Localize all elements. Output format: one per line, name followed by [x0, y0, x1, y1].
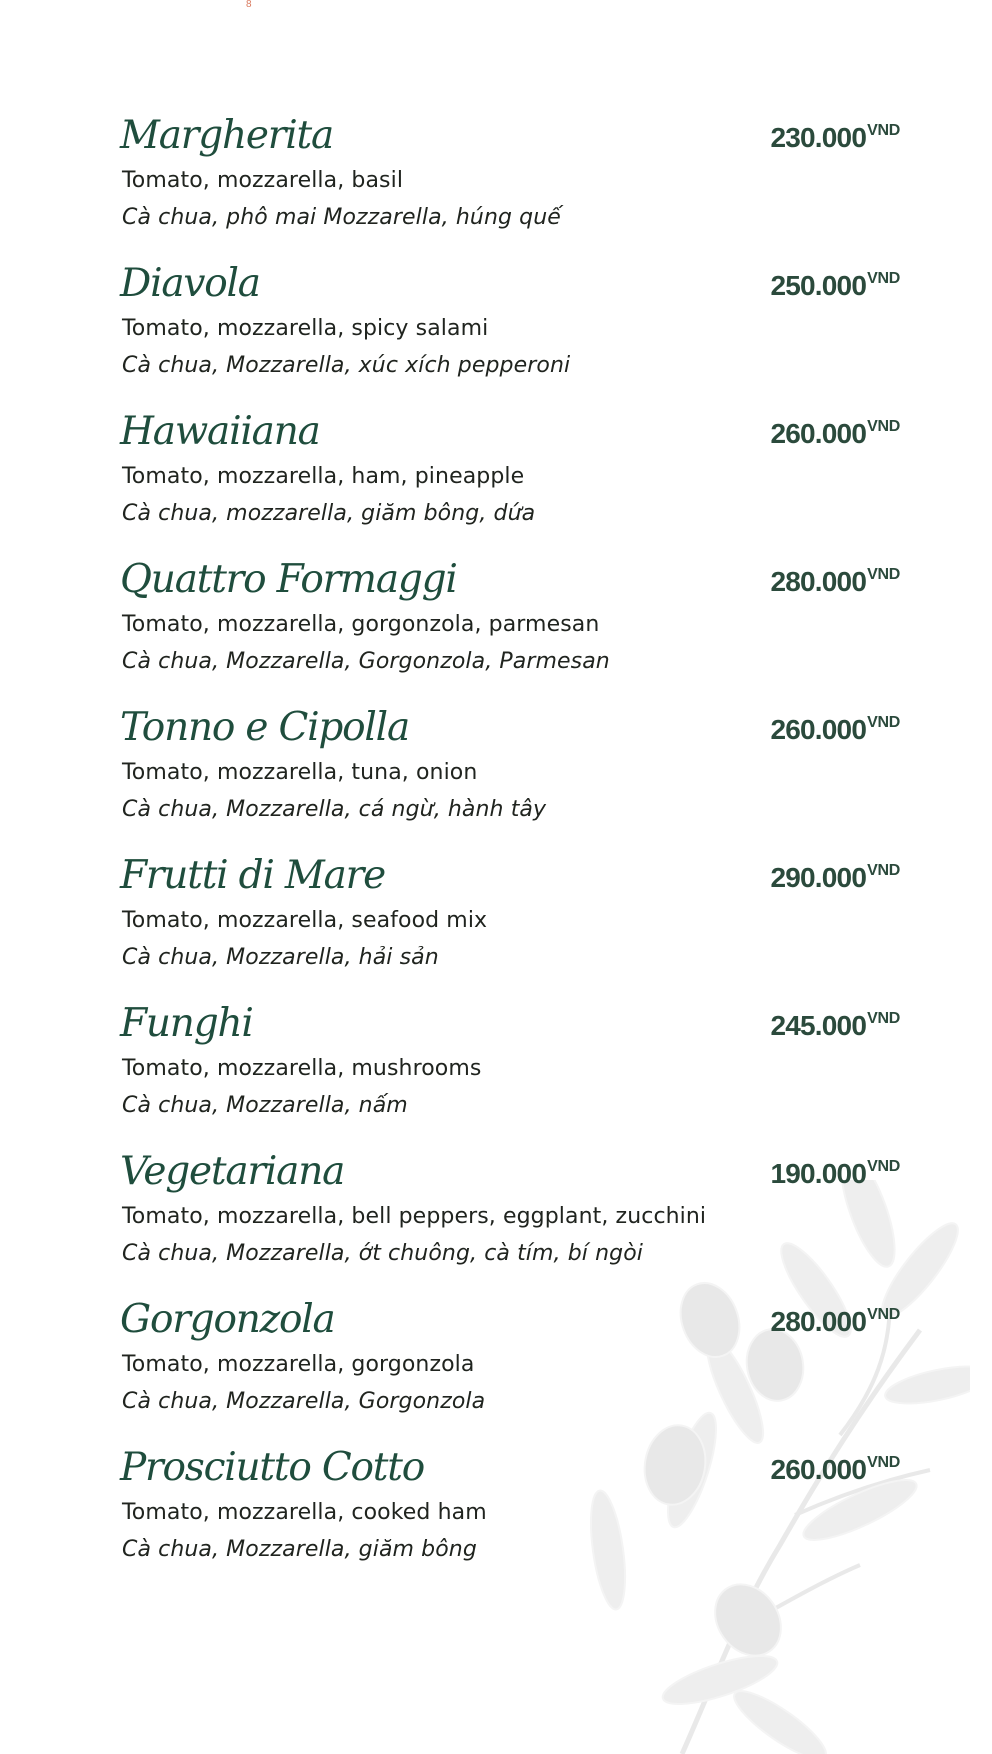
item-price	[770, 712, 900, 748]
item-description-vietnamese: Cà chua, Mozzarella, cá ngừ, hành tây	[122, 797, 547, 822]
item-description-english: Tomato, mozzarella, gorgonzola	[122, 1352, 475, 1377]
item-price	[770, 1304, 900, 1340]
menu-item	[120, 261, 910, 406]
item-name: Prosciutto Cotto	[120, 1445, 424, 1490]
item-description-vietnamese: Cà chua, Mozzarella, hải sản	[122, 945, 439, 970]
item-price	[770, 268, 900, 304]
menu-item	[120, 1445, 910, 1590]
item-price	[770, 120, 900, 156]
menu-item	[120, 409, 910, 554]
item-name: Margherita	[120, 113, 334, 158]
item-price	[770, 1008, 900, 1044]
menu-item	[120, 1001, 910, 1146]
item-price	[770, 1452, 900, 1488]
price-value: 230.000	[770, 122, 867, 153]
item-name: Vegetariana	[120, 1149, 345, 1194]
item-description-english: Tomato, mozzarella, mushrooms	[122, 1056, 482, 1081]
menu-item	[120, 1297, 910, 1442]
price-value: 245.000	[770, 1010, 867, 1041]
item-description-english: Tomato, mozzarella, seafood mix	[122, 908, 488, 933]
item-description-english: Tomato, mozzarella, gorgonzola, parmesan	[122, 612, 600, 637]
currency: VND	[867, 566, 900, 584]
item-name: Frutti di Mare	[120, 853, 385, 898]
price-value: 190.000	[770, 1158, 867, 1189]
menu-item	[120, 705, 910, 850]
price-value: 260.000	[770, 418, 867, 449]
item-description-english: Tomato, mozzarella, cooked ham	[122, 1500, 487, 1525]
price-value: 290.000	[770, 862, 867, 893]
item-description-vietnamese: Cà chua, Mozzarella, xúc xích pepperoni	[122, 353, 571, 378]
menu-item	[120, 853, 910, 998]
item-description-vietnamese: Cà chua, Mozzarella, Gorgonzola	[122, 1389, 486, 1414]
item-name: Tonno e Cipolla	[120, 705, 410, 750]
price-value: 260.000	[770, 1454, 867, 1485]
item-price	[770, 416, 900, 452]
item-description-vietnamese: Cà chua, mozzarella, giăm bông, dứa	[122, 501, 536, 526]
item-description-vietnamese: Cà chua, Mozzarella, nấm	[122, 1093, 408, 1118]
currency: VND	[867, 418, 900, 436]
price-value: 280.000	[770, 1306, 867, 1337]
item-description-english: Tomato, mozzarella, bell peppers, eggplant, zucchini	[122, 1204, 707, 1229]
item-description-vietnamese: Cà chua, Mozzarella, ớt chuông, cà tím, bí ngòi	[122, 1241, 643, 1266]
decor-mark: 8	[246, 0, 252, 10]
currency: VND	[867, 862, 900, 880]
item-name: Diavola	[120, 261, 260, 306]
item-description-vietnamese: Cà chua, Mozzarella, giăm bông	[122, 1537, 477, 1562]
item-name: Hawaiiana	[120, 409, 320, 454]
price-value: 250.000	[770, 270, 867, 301]
currency: VND	[867, 1158, 900, 1176]
item-description-english: Tomato, mozzarella, spicy salami	[122, 316, 489, 341]
menu-item	[120, 557, 910, 702]
item-description-english: Tomato, mozzarella, tuna, onion	[122, 760, 478, 785]
currency: VND	[867, 714, 900, 732]
price-value: 260.000	[770, 714, 867, 745]
item-name: Funghi	[120, 1001, 253, 1046]
item-price	[770, 564, 900, 600]
item-name: Gorgonzola	[120, 1297, 335, 1342]
item-description-english: Tomato, mozzarella, basil	[122, 168, 404, 193]
item-description-vietnamese: Cà chua, Mozzarella, Gorgonzola, Parmesan	[122, 649, 610, 674]
currency: VND	[867, 1306, 900, 1324]
item-price	[770, 860, 900, 896]
currency: VND	[867, 1454, 900, 1472]
item-description-vietnamese: Cà chua, phô mai Mozzarella, húng quế	[122, 205, 561, 230]
currency: VND	[867, 1010, 900, 1028]
menu-item	[120, 1149, 910, 1294]
currency: VND	[867, 122, 900, 140]
price-value: 280.000	[770, 566, 867, 597]
item-name: Quattro Formaggi	[120, 557, 457, 602]
item-price	[770, 1156, 900, 1192]
menu-item	[120, 113, 910, 258]
item-description-english: Tomato, mozzarella, ham, pineapple	[122, 464, 525, 489]
currency: VND	[867, 270, 900, 288]
